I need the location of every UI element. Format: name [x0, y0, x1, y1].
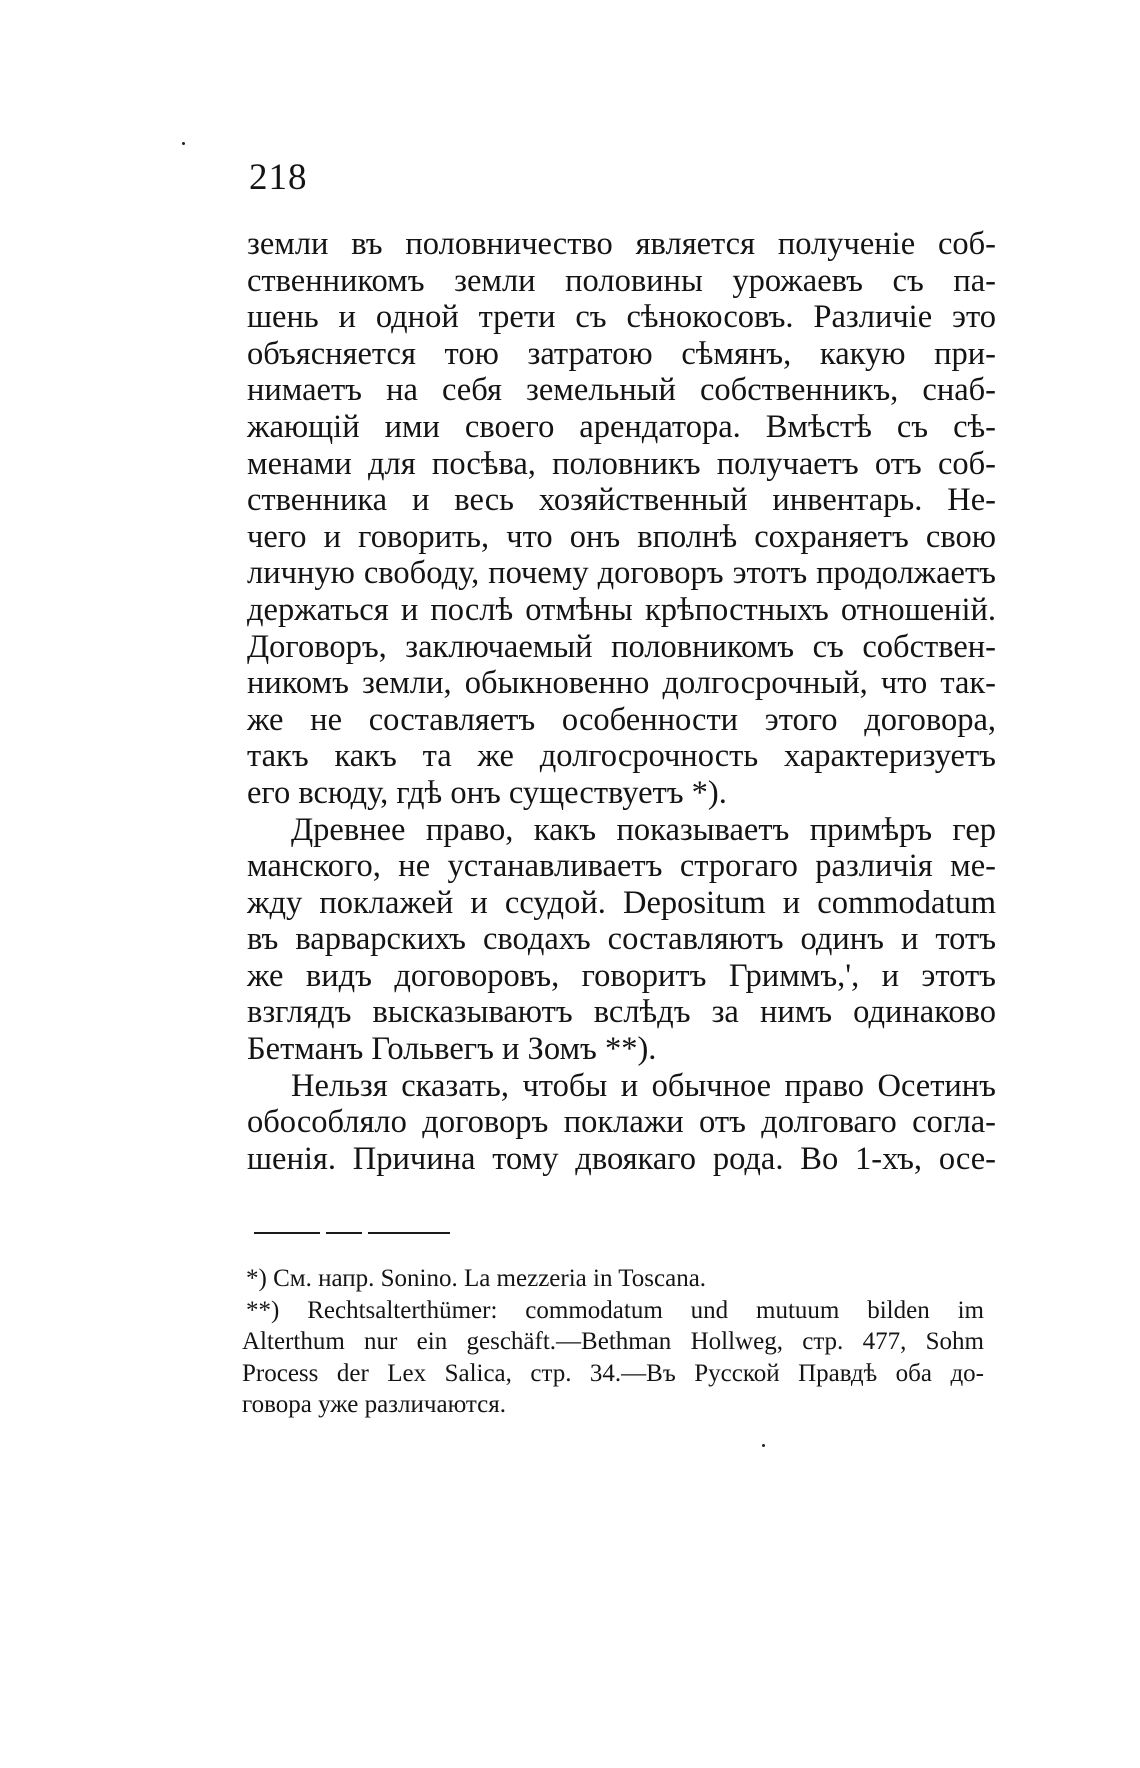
footnote-line: Process der Lex Salica, стр. 34.—Въ Русской Правдѣ оба до-: [242, 1359, 984, 1387]
text-line: же не составляетъ особенности этого договора,: [247, 701, 996, 738]
text-line: нимаетъ на себя земельный собственникъ, снаб-: [247, 372, 996, 409]
text-line: Договоръ, заключаемый половникомъ съ собствен-: [247, 628, 996, 665]
footnote-line: *) См. напр. Sonino. La mezzeria in Toscana.: [246, 1265, 707, 1292]
text-line: держаться и послѣ отмѣны крѣпостныхъ отношеній.: [247, 591, 996, 628]
text-line: Нельзя сказать, чтобы и обычное право Осетинъ: [291, 1067, 996, 1104]
text-line: манского, не устанавливаетъ строгаго различія ме-: [247, 848, 996, 885]
text-line: шенія. Причина тому двоякаго рода. Во 1-хъ, осе-: [247, 1140, 996, 1177]
footnote: [242, 1295, 984, 1421]
text-line: чего и говорить, что онъ вполнѣ сохраняетъ свою: [247, 518, 996, 555]
footnote-line: говора уже различаются.: [242, 1391, 506, 1418]
main-text: [247, 226, 996, 1177]
text-line: земли въ половничество является полученіе соб-: [247, 226, 996, 262]
footnote: [242, 1263, 984, 1295]
separator-segment: [368, 1232, 450, 1234]
paragraph: [247, 812, 996, 1068]
text-line: менами для посѣва, половникъ получаетъ отъ соб-: [247, 445, 996, 482]
text-line: ственникомъ земли половины урожаевъ съ па-: [247, 262, 996, 299]
text-line: такъ какъ та же долгосрочность характеризуетъ: [247, 738, 996, 775]
footnote-line: **) Rechtsalterthümer: commodatum und mutuum bilden im: [246, 1296, 984, 1324]
print-speck: [182, 142, 185, 145]
paragraph: [247, 226, 996, 812]
text-line: въ варварскихъ сводахъ составляютъ одинъ и тотъ: [247, 921, 996, 958]
page-number: 218: [249, 157, 308, 198]
text-line: ственника и весь хозяйственный инвентарь. Не-: [247, 482, 996, 519]
text-line: взглядъ высказываютъ вслѣдъ за нимъ одинаково: [247, 994, 996, 1031]
print-speck: [762, 1444, 765, 1447]
text-line: Древнее право, какъ показываетъ примѣръ гер: [291, 811, 996, 848]
text-line: личную свободу, почему договоръ этотъ продолжаетъ: [247, 555, 996, 592]
text-line: же видъ договоровъ, говоритъ Гриммъ,', и этотъ: [247, 957, 996, 994]
text-line: обособляло договоръ поклажи отъ долговаго согла-: [247, 1104, 996, 1141]
text-line: жду поклажей и ссудой. Depositum и commodatum: [247, 884, 996, 921]
footnote-separator: [254, 1232, 450, 1234]
text-line: шень и одной трети съ сѣнокосовъ. Различіе это: [247, 299, 996, 336]
separator-segment: [326, 1232, 362, 1234]
text-line: объясняется тою затратою сѣмянъ, какую при-: [247, 335, 996, 372]
footnotes: [242, 1263, 984, 1421]
paragraph: [247, 1068, 996, 1178]
separator-segment: [254, 1232, 320, 1234]
text-line: жающій ими своего арендатора. Вмѣстѣ съ сѣ-: [247, 408, 996, 445]
text-line: его всюду, гдѣ онъ существуетъ *).: [247, 774, 727, 811]
footnote-line: Alterthum nur ein geschäft.—Bethman Hollweg, стр. 477, Sohm: [242, 1328, 984, 1355]
text-line: никомъ земли, обыкновенно долгосрочный, что так-: [247, 665, 996, 702]
text-line: Бетманъ Гольвегъ и Зомъ **).: [247, 1031, 657, 1068]
